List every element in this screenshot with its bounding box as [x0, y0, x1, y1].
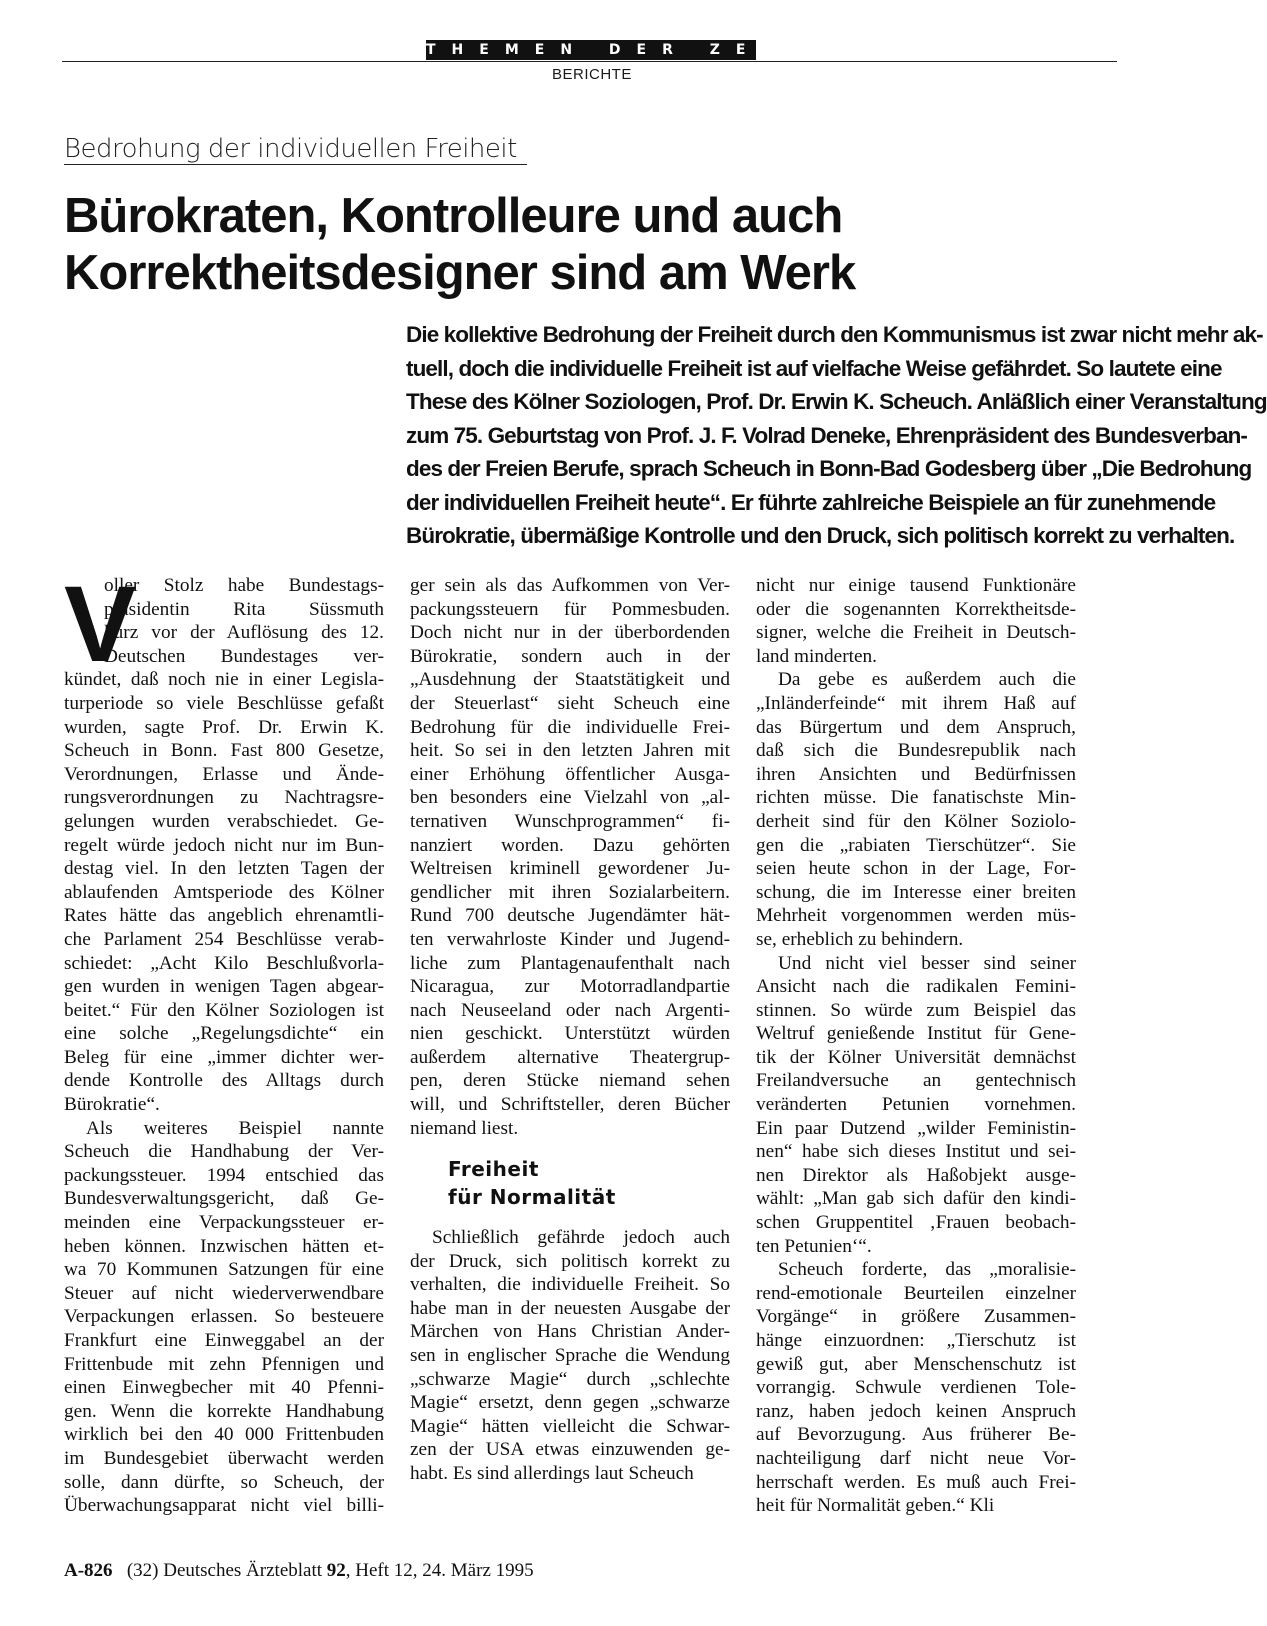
text-line: Bundesverwaltungsgericht, daß Ge-: [64, 1188, 384, 1210]
text-line: gen. Wenn die korrekte Handhabung: [64, 1400, 384, 1422]
text-line: verhalten, die individuelle Freiheit. So: [410, 1274, 730, 1296]
volume-number: 92: [326, 1560, 346, 1581]
text-line: ten verwahrloste Kinder und Jugend-: [410, 928, 730, 950]
text-line: präsidentin Rita Süssmuth: [104, 598, 384, 620]
text-line: kurz vor der Auflösung des 12.: [104, 622, 384, 644]
page-footer: [64, 1560, 534, 1582]
text-line: veränderten Petunien vornehmen.: [756, 1094, 1076, 1116]
text-line: habe man in der neuesten Ausgabe der: [410, 1297, 730, 1319]
text-line: land minderten.: [756, 645, 878, 667]
headline-line-1: Bürokraten, Kontrolleure und auch: [64, 189, 843, 243]
text-line: Frankfurt eine Einweggabel an der: [64, 1330, 384, 1351]
text-line: zen der USA etwas einzuwenden ge-: [410, 1439, 730, 1461]
text-line: pen, deren Stücke niemand sehen: [410, 1070, 730, 1092]
text-line: eine solche „Regelungsdichte“ ein: [64, 1023, 384, 1045]
text-line: Scheuch die Handhabung der Ver-: [64, 1141, 384, 1163]
body-column-3: [756, 574, 1076, 1518]
text-line: Vorgänge“ in größere Zusammen-: [756, 1306, 1076, 1328]
text-line: Magie“ hätten vielleicht die Schwar-: [410, 1415, 730, 1437]
subheading-line-1: Freiheit: [448, 1157, 539, 1181]
text-line: einen Einwegbecher mit 40 Pfenni-: [64, 1377, 384, 1399]
text-line: ternativen Wunschprogrammen“ fi-: [410, 810, 730, 832]
text-line: ben besonders eine Vielzahl von „al-: [410, 787, 730, 809]
text-line: Deutschen Bundestages ver-: [104, 645, 384, 667]
text-line: Schließlich gefährde jedoch auch: [432, 1227, 730, 1248]
text-line: Bürokratie“.: [64, 1094, 160, 1116]
text-line: Beleg für eine „immer dichter wer-: [64, 1046, 384, 1068]
text-line: wirklich bei den 40 000 Frittenbuden: [64, 1424, 384, 1446]
article-headline: [64, 188, 1124, 302]
article-lead: [406, 318, 1267, 553]
text-line: seien heute schon in der Lage, For-: [756, 858, 1076, 880]
text-line: Märchen von Hans Christian Ander-: [410, 1321, 730, 1343]
text-line: Bürokratie, sondern auch in der: [410, 645, 730, 667]
text-line: heit für Normalität geben.“ Kli: [756, 1495, 995, 1517]
text-line: Weltruf genießende Institut für Gene-: [756, 1023, 1076, 1045]
text-line: Rates hätte das angeblich ehrenamtli-: [64, 905, 384, 927]
text-line: oller Stolz habe Bundestags-: [104, 575, 384, 596]
lead-line: des der Freien Berufe, sprach Scheuch in Bonn-Bad Godesberg über „Die Bedrohung: [406, 456, 1252, 481]
text-line: rend-emotionale Beurteilen einzelner: [756, 1282, 1076, 1304]
text-line: Und nicht viel besser sind seiner: [778, 952, 1076, 974]
text-line: gewiß gut, aber Menschenschutz ist: [756, 1353, 1076, 1375]
text-line: Überwachungsapparat nicht viel billi-: [64, 1495, 384, 1517]
lead-line: der individuellen Freiheit heute“. Er führte zahlreiche Beispiele an für zunehmende: [406, 489, 1216, 515]
text-line: Frittenbude mit zehn Pfennigen und: [64, 1353, 384, 1375]
text-line: „Ausdehnung der Staatstätigkeit und: [410, 669, 730, 691]
text-line: oder die sogenannten Korrektheitsde-: [756, 598, 1076, 620]
text-line: destag viel. In den letzten Tagen der: [64, 858, 384, 880]
text-line: regelt würde jedoch nicht nur im Bun-: [64, 834, 384, 856]
subheading-line-2: für Normalität: [448, 1185, 616, 1209]
lead-line: These des Kölner Soziologen, Prof. Dr. Erwin K. Scheuch. Anläßlich einer Veranstaltung: [406, 389, 1267, 414]
text-line: wurden, sagte Prof. Dr. Erwin K.: [64, 716, 384, 738]
text-line: stinnen. So würde zum Beispiel das: [756, 999, 1076, 1021]
text-line: einer Erhöhung öffentlicher Ausga-: [410, 763, 730, 785]
text-line: Nicaragua, zur Motorradlandpartie: [410, 976, 730, 998]
text-line: gendlicher mit ihren Sozialarbeitern.: [410, 881, 730, 903]
text-line: liche zum Plantagenaufenthalt nach: [410, 952, 730, 974]
text-line: Scheuch in Bonn. Fast 800 Gesetze,: [64, 740, 384, 762]
text-line: tik der Kölner Universität demnächst: [756, 1046, 1076, 1068]
text-line: se, erheblich zu behindern.: [756, 928, 964, 950]
text-line: daß sich die Bundesrepublik nach: [756, 740, 1076, 762]
text-line: Rund 700 deutsche Jugendämter hät-: [410, 905, 730, 927]
text-line: solle, dann dürfte, so Scheuch, der: [64, 1471, 384, 1493]
headline-line-2: Korrektheitsdesigner sind am Werk: [64, 246, 856, 300]
text-line: schiedet: „Acht Kilo Beschlußvorla-: [64, 952, 384, 974]
text-line: rungsverordnungen zu Nachtragsre-: [64, 787, 384, 809]
text-line: habt. Es sind allerdings laut Scheuch: [410, 1462, 694, 1484]
text-line: heben können. Inzwischen hätten et-: [64, 1235, 384, 1257]
text-line: der Steuerlast“ sieht Scheuch eine: [410, 692, 730, 714]
lead-line: zum 75. Geburtstag von Prof. J. F. Volrad Deneke, Ehrenpräsident des Bundesverban-: [406, 422, 1248, 448]
text-line: meinden eine Verpackungssteuer er-: [64, 1212, 384, 1234]
text-line: ten Petunien‘“.: [756, 1235, 872, 1257]
text-line: vorrangig. Schwule verdienen Tole-: [756, 1377, 1076, 1399]
kicker-rule: [64, 164, 527, 165]
text-line: ger sein als das Aufkommen von Ver-: [410, 575, 730, 596]
text-line: Als weiteres Beispiel nannte: [86, 1117, 384, 1139]
text-line: der Druck, sich politisch korrekt zu: [410, 1250, 730, 1272]
text-line: ranz, haben jedoch keinen Anspruch: [756, 1400, 1076, 1422]
text-line: richten müsse. Die fanatischste Min-: [756, 787, 1076, 809]
body-column-2-bottom: [410, 1226, 730, 1486]
text-line: Freilandversuche an gentechnisch: [756, 1070, 1076, 1092]
text-line: nachteiligung darf nicht neue Vor-: [756, 1447, 1076, 1469]
text-line: Steuer auf nicht wiederverwendbare: [64, 1282, 384, 1304]
text-line: Mehrheit vorgenommen werden müs-: [756, 905, 1076, 927]
text-line: derheit sind für den Kölner Soziolo-: [756, 810, 1076, 832]
issue-prefix: (32) Deutsches Ärzteblatt: [126, 1560, 323, 1581]
text-line: Magie“ ersetzt, denn gegen „schwarze: [410, 1392, 730, 1414]
drop-cap: V: [64, 563, 137, 684]
text-line: Verordnungen, Erlasse und Ände-: [64, 763, 384, 785]
text-line: Doch nicht nur in der überbordenden: [410, 622, 730, 644]
text-line: nen Direktor als Haßobjekt ausge-: [756, 1164, 1076, 1186]
text-line: packungssteuern für Pommesbuden.: [410, 598, 730, 620]
text-line: nien geschickt. Unterstützt würden: [410, 1023, 730, 1045]
text-line: nicht nur einige tausend Funktionäre: [756, 575, 1076, 596]
text-line: Verpackungen erlassen. So besteuere: [64, 1306, 384, 1328]
subsection-label: BERICHTE: [552, 66, 632, 83]
text-line: che Parlament 254 Beschlüsse verab-: [64, 928, 384, 950]
text-line: Scheuch forderte, das „moralisie-: [778, 1259, 1076, 1281]
text-line: im Bundesgebiet überwacht werden: [64, 1447, 384, 1469]
body-column-2-top: [410, 574, 730, 1140]
text-line: heit. So sei in den letzten Jahren mit: [410, 740, 730, 762]
text-line: herrschaft werden. Es muß auch Frei-: [756, 1471, 1076, 1493]
lead-line: Die kollektive Bedrohung der Freiheit durch den Kommunismus ist zwar nicht mehr ak-: [406, 322, 1263, 347]
text-line: hänge einzuordnen: „Tierschutz ist: [756, 1330, 1076, 1351]
text-line: „schwarze Magie“ durch „schlechte: [410, 1368, 730, 1390]
text-line: dende Kontrolle des Alltags durch: [64, 1070, 384, 1092]
text-line: signer, welche die Freiheit in Deutsch-: [756, 622, 1076, 644]
body-column-1: [64, 563, 384, 1518]
text-line: will, und Schriftsteller, deren Bücher: [410, 1094, 730, 1116]
text-line: gen die „rabiaten Tierschützer“. Sie: [756, 834, 1076, 856]
header-rule: [62, 61, 1117, 62]
text-line: Ansicht nach die radikalen Femini-: [756, 976, 1076, 998]
text-line: turperiode so viele Beschlüsse gefaßt: [64, 692, 384, 714]
lead-line: tuell, doch die individuelle Freiheit ist auf vielfache Weise gefährdet. So lautete eine: [406, 355, 1222, 381]
text-line: Weltreisen kriminell gewordener Ju-: [410, 858, 730, 880]
article-kicker: Bedrohung der individuellen Freiheit: [64, 134, 517, 164]
page-number: A-826: [64, 1560, 113, 1581]
lead-line: Bürokratie, übermäßige Kontrolle und den Druck, sich politisch korrekt zu verhalten.: [406, 523, 1235, 548]
text-line: wa 70 Kommunen Satzungen für eine: [64, 1259, 384, 1281]
text-line: nach Neuseeland oder nach Argenti-: [410, 999, 730, 1021]
issue-suffix: , Heft 12, 24. März 1995: [345, 1560, 534, 1581]
subheading: [448, 1155, 616, 1211]
text-line: packungssteuer. 1994 entschied das: [64, 1164, 384, 1186]
text-line: außerdem alternative Theatergrup-: [410, 1046, 730, 1068]
text-line: gen wurden in wenigen Tagen abgear-: [64, 976, 384, 998]
text-line: ablaufenden Amtsperiode des Kölner: [64, 881, 384, 903]
text-line: Ein paar Dutzend „wilder Feministin-: [756, 1117, 1076, 1139]
text-line: Bedrohung für die individuelle Frei-: [410, 716, 730, 738]
text-line: „Inländerfeinde“ mit ihrem Haß auf: [756, 692, 1076, 714]
text-line: Da gebe es außerdem auch die: [778, 669, 1076, 691]
text-line: sen in englischer Sprache die Wendung: [410, 1344, 730, 1366]
text-line: schung, die im Interesse einer breiten: [756, 881, 1076, 903]
section-label: THEMEN DER ZEIT: [426, 42, 809, 58]
text-line: auf Bevorzugung. Aus früherer Be-: [756, 1424, 1076, 1446]
text-line: beitet.“ Für den Kölner Soziologen ist: [64, 999, 384, 1021]
text-line: gelungen wurden verabschiedet. Ge-: [64, 810, 384, 832]
text-line: das Bürgertum und dem Anspruch,: [756, 716, 1076, 738]
text-line: schen Gruppentitel ‚Frauen beobach-: [756, 1212, 1076, 1234]
text-line: ihren Ansichten und Bedürfnissen: [756, 763, 1076, 785]
text-line: niemand liest.: [410, 1117, 519, 1139]
text-line: nanziert worden. Dazu gehörten: [410, 834, 730, 856]
text-line: kündet, daß noch nie in einer Legisla-: [64, 669, 384, 691]
text-line: nen“ habe sich dieses Institut und sei-: [756, 1141, 1076, 1163]
text-line: wählt: „Man gab sich dafür den kindi-: [756, 1188, 1076, 1210]
